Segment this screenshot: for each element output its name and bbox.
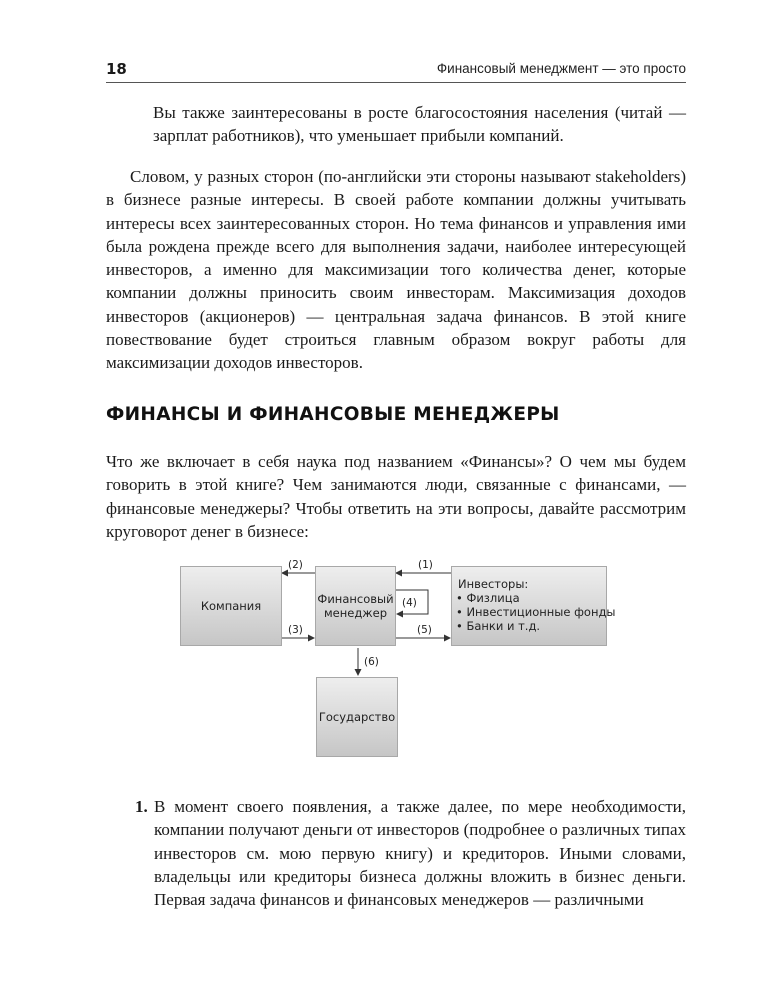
state-box [316, 677, 398, 757]
state-label: Государство [318, 710, 396, 724]
paragraph-stakeholders: Словом, у разных сторон (по-английски эти стороны называют stakeholders) в бизнесе разные интересы. В своей работе компании должны учитывать интересы всех заинтересованных сторон. Но тема финансов и управления ими была рождена прежде всего для выполнения задачи, наиболее интересующей инвесторов, а именно для максимизации того количества денег, которые компании должны приносить своим инвесторам. Максимизация доходов инвесторов (акционеров) — центральная задача финансов. В этой книге повествование будет строиться главным образом вокруг работы для максимизации доходов инвесторов. [106, 167, 686, 373]
arrow-label-5: (5) [417, 624, 432, 636]
paragraph-population-wealth: Вы также заинтересованы в росте благосостояния населения (читай — зарплат работников), что уменьшает прибыли компаний. [153, 103, 686, 146]
arrow-label-6: (6) [364, 656, 379, 668]
running-header [106, 60, 686, 83]
company-label: Компания [200, 599, 262, 613]
investors-item: • Банки и т.д. [456, 619, 541, 633]
fin-manager-label-line2: менеджер [323, 606, 388, 620]
arrow-label-1: (1) [418, 559, 433, 571]
money-flow-diagram [178, 556, 616, 761]
list-number: 1. [135, 797, 148, 816]
arrow-label-3: (3) [288, 624, 303, 636]
company-box [180, 566, 282, 646]
running-title: Финансовый менеджмент — это просто [436, 61, 686, 76]
investors-title: Инвесторы: [458, 577, 529, 591]
investors-box [451, 566, 616, 646]
section-heading: ФИНАНСЫ И ФИНАНСОВЫЕ МЕНЕДЖЕРЫ [106, 404, 560, 425]
fin-manager-label-line1: Финансовый [317, 592, 394, 606]
arrow-label-2: (2) [288, 559, 303, 571]
paragraph-questions: Что же включает в себя наука под названием «Финансы»? О чем мы будем говорить в этой книге? Чем занимаются люди, связанные с финансами, — финансовые менеджеры? Чтобы ответить на эти вопросы, давайте рассмотрим круговорот денег в бизнесе: [106, 452, 686, 541]
arrow-label-4: (4) [402, 597, 417, 609]
investors-item: • Инвестиционные фонды [456, 605, 616, 619]
fin-manager-box [315, 566, 396, 646]
page-number: 18 [106, 60, 127, 78]
list-item-text: В момент своего появления, а также далее, по мере необходимости, компании получают деньги от инвесторов (подробнее о различных типах инвесторов см. мою первую книгу) и кредиторов. Иными словами, владельцы или кредиторы бизнеса должны вложить в бизнес деньги. Первая задача финансов и финансовых менеджеров — различными [154, 797, 686, 910]
investors-item: • Физлица [456, 591, 520, 605]
